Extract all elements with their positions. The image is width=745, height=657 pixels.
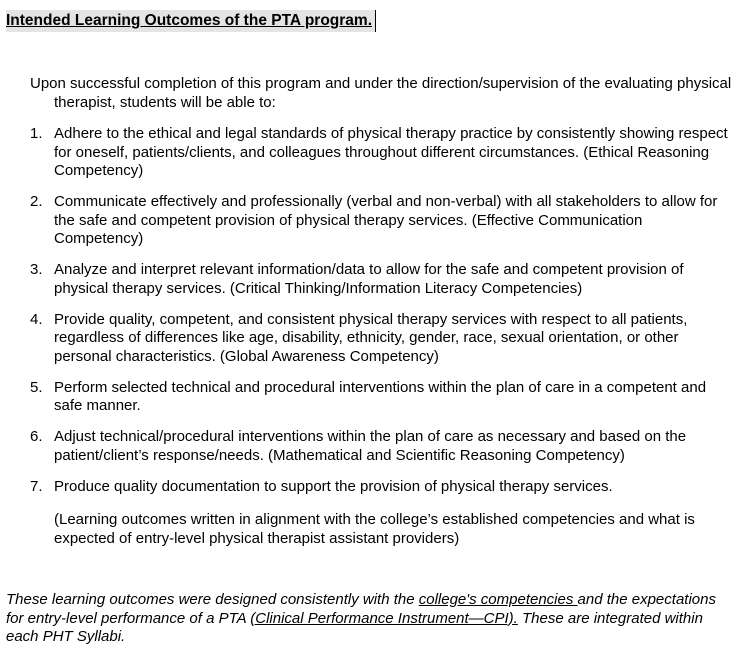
outcome-item-1 [30,125,735,181]
page-title: Intended Learning Outcomes of the PTA program. [6,10,376,32]
outcome-text: Adjust technical/procedural interventions within the plan of care as necessary and based on the patient/client’s response/needs. (Mathematical and Scientific Reasoning Competency) [54,428,687,464]
outcome-item-6 [30,428,735,465]
outcome-number: 7. [30,477,43,495]
outcome-text: Communicate effectively and professionally (verbal and non-verbal) with all stakeholders to allow for the safe and competent provision of physical therapy services. (Effective Communication Competency) [54,193,718,247]
outcome-item-3 [30,261,735,298]
alignment-note: (Learning outcomes written in alignment with the college’s established competencies and what is expected of entry-level physical therapist assistant providers) [54,511,695,547]
outcome-number: 6. [30,428,43,445]
footer-text: These learning outcomes were designed consistently with the [6,591,419,608]
outcome-item-5 [30,379,735,416]
outcome-text: Analyze and interpret relevant information/data to allow for the safe and competent provision of physical therapy services. (Critical Thinking/Information Literacy Competencies) [54,261,684,297]
outcome-number: 4. [30,310,43,328]
outcome-text: Perform selected technical and procedural interventions within the plan of care in a competent and safe manner. [54,378,707,414]
outcome-text: Adhere to the ethical and legal standards of physical therapy practice by consistently showing respect for oneself, patients/clients, and colleagues throughout different circumstances. (Ethical Reasoning Competency) [54,125,728,179]
outcome-text: Provide quality, competent, and consistent physical therapy services with respect to all patients, regardless of differences like age, disability, ethnicity, gender, race, sexual orientation, or other personal characteristics. (Global Awareness Competency) [54,310,688,365]
outcome-number: 3. [30,261,43,278]
college-competencies-link[interactable]: college's competencies [418,591,578,608]
outcome-text: Produce quality documentation to support the provision of physical therapy services. [54,477,613,495]
footer-text: These are integrated within each PHT Syllabi. [6,609,703,645]
outcomes-list [30,125,735,509]
outcome-number: 2. [30,193,43,210]
outcome-number: 5. [30,378,43,396]
outcome-number: 1. [30,125,43,142]
intro-paragraph: Upon successful completion of this program and under the direction/supervision of the evaluating physical therapist, students will be able to: [30,75,732,111]
cpi-link[interactable]: (Clinical Performance Instrument—CPI). [250,609,518,627]
footer-paragraph [6,591,736,647]
outcome-item-7 [30,478,735,497]
outcome-item-2 [30,193,735,249]
outcome-item-4 [30,311,735,367]
footer-text: and the expectations for entry-level performance of a PTA [6,591,716,627]
